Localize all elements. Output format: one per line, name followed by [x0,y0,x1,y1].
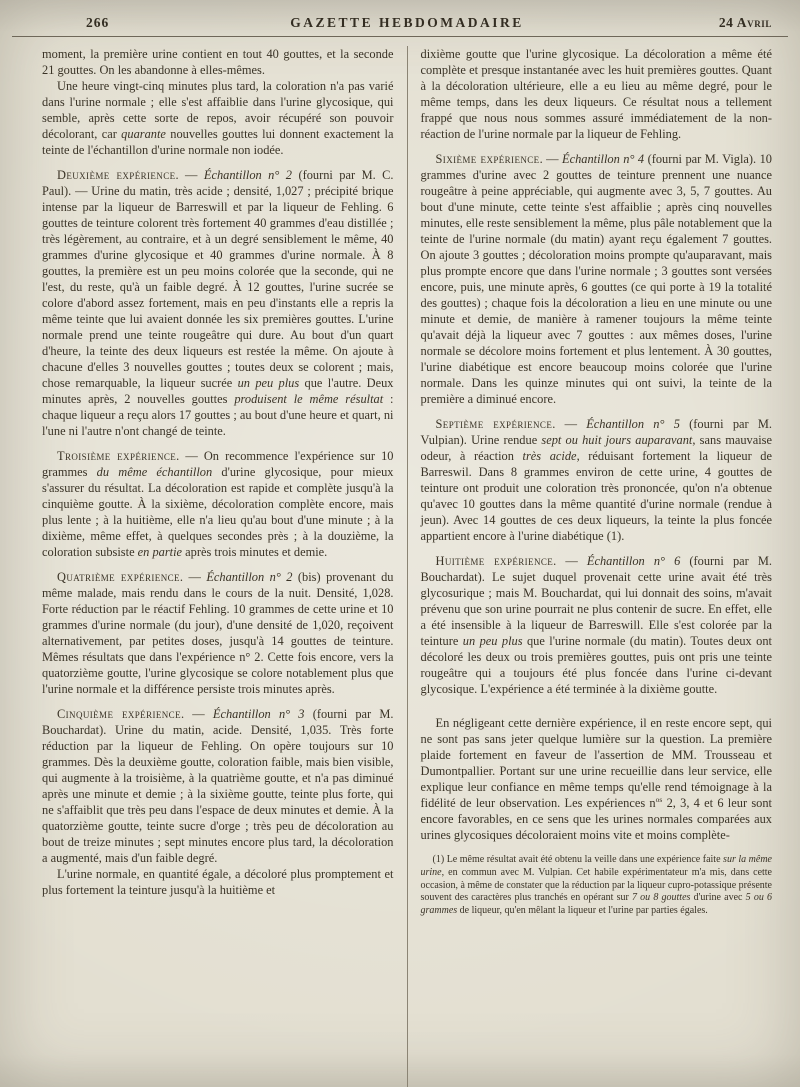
troisieme-experience-paragraph: Troisième expérience. — On recommence l'expérience sur 10 grammes du même échantillon d'urine glycosique, pour mieux s'assurer du résultat. La décoloration est rapide et complète jusqu'à la cinquième goutte. À la sixième, décoloration complète encore, mais plus lente ; à la huitième, elle n'a lieu qu'au bout d'une minute ; à la dixième, même effet, à quelques secondes près ; à la douzième, la coloration subsiste en partie après trois minutes et demie. [42,449,394,559]
conclusion-paragraph: En négligeant cette dernière expérience, il en reste encore sept, qui ne sont pas sans jeter quelque lumière sur la question. La première plaide fortement en faveur de l'assertion de MM. Trousseau et Dumontpallier. Portant sur une urine recueillie dans leur service, elle explique leur confiance en même temps qu'elle rend témoignage à la fidélité de leur observation. Les expériences $n^{os}$ 2, 3, 4 et 6 leur sont encore favorables, en ce sens que les urines normales comparées aux urines glycosiques décoloraient moins vite et moins complète- [420,716,772,842]
quatrieme-experience-paragraph: Quatrième expérience. — Échantillon n° 2 (bis) provenant du même malade, mais rendu dans le cours de la nuit. Densité, 1,028. Forte réduction par le réactif Fehling. 10 grammes de cette urine et 10 grammes d'urine normale (du jour), d'une densité de 1,020, reçoivent alternativement, par petites doses, jusqu'à 14 gouttes de teinture. Mêmes résultats que dans l'expérience n° 2. Cette fois encore, vers la quatorzième goutte, l'urine glycosique se colore notablement plus que l'urine normale et la différence persiste trois minutes après. [42,570,394,696]
huitieme-experience-paragraph: Huitième expérience. — Échantillon n° 6 (fourni par M. Bouchardat). Le sujet duquel provenait cette urine avait été très glycosurique ; mais M. Bouchardat, qui lui donnait des soins, m'avait prévenu que son urine pourrait ne plus contenir de sucre. En effet, elle a été insensible à la liqueur de Barreswill. Elle s'est colorée par la teinture un peu plus que l'urine normale (du matin). Toutes deux ont décoloré les deux ou trois premières gouttes, puis ont pris une teinte rougeâtre qui a toujours été plus foncée dans l'urine ci-devant glycosique. L'expérience a été terminée à la dixième goutte. [420,554,772,696]
article-body [0,37,800,1087]
journal-title: GAZETTE HEBDOMADAIRE [290,15,524,30]
continuation-paragraph: dixième goutte que l'urine glycosique. La décoloration a même été complète et presque instantanée avec les huit premières gouttes. Quant à la décoloration ultérieure, elle a eu lieu au même degré, pour le même temps, dans les deux liqueurs. Ce résultat nous a tellement frappé que nous nous sommes assuré immédiatement de la non-réaction de l'urine normale par la liqueur de Fehling. [420,47,772,141]
page-header [0,0,800,36]
septieme-experience-paragraph: Septième expérience. — Échantillon n° 5 (fourni par M. Vulpian). Urine rendue sept ou huit jours auparavant, sans mauvaise odeur, à réaction très acide, réduisant fortement la liqueur de Barreswil. Dans 8 grammes environ de cette urine, 4 gouttes de teinture ont produit une coloration très prononcée, qu'on n'a obtenue qu'avec 10 gouttes dans la même quantité d'urine normale (rendue à jeun). Avec 14 gouttes de ces deux liqueurs, la teinte la plus foncée appartient encore à l'urine diabétique (1). [420,417,772,543]
column-right [407,46,773,1087]
observation-paragraph: Une heure vingt-cinq minutes plus tard, la coloration n'a pas varié dans l'urine normale ; elle s'est affaiblie dans l'urine glycosique, qui semble, après cette sorte de repos, avoir récupéré son pouvoir décolorant, car quarante nouvelles gouttes lui donnent exactement la teinte de l'échantillon d'urine normale non iodée. [42,79,394,157]
page-number: 266 [86,15,110,30]
cinquieme-experience-paragraph: Cinquième expérience. — Échantillon n° 3 (fourni par M. Bouchardat). Urine du matin, acide. Densité, 1,035. Très forte réduction par la liqueur de Fehling. On opère toujours sur 10 grammes. Dès la deuxième goutte, coloration faible, mais bien visible, qui augmente à la troisième, à la quatrième goutte, et n'a pas diminué après une minute et demie ; à la sixième goutte, teinte plus forte, qui ne s'affaiblit que très peu dans l'espace de deux minutes et demie. À la quatorzième goutte, teinte sucre d'orge ; très peu de décoloration au bout de treize minutes ; sept minutes encore plus tard, la décoloration a augmenté, mais d'un faible degré. [42,707,394,865]
deuxieme-experience-paragraph: Deuxième expérience. — Échantillon n° 2 (fourni par M. C. Paul). — Urine du matin, très acide ; densité, 1,027 ; précipité brique intense par la liqueur de Barreswill et par la liqueur de Fehling. 6 gouttes de teinture colorent très fortement 40 grammes d'eau distillée ; très légèrement, au contraire, et à un degré sensiblement le même, 40 grammes d'urine glycosique et 40 grammes d'urine normale. À 8 gouttes, la première est un peu moins colorée que la seconde, qui ne l'est, du reste, qu'à un faible degré. À 12 gouttes, l'urine sucrée se colore d'abord assez fortement, mais en peu d'instants elle a repris la même teinte que lui avaient donnée les six premières gouttes. L'urine normale prend une teinte rougeâtre qui dure. Au bout d'un quart d'heure, la teinte des deux liqueurs est restée la même. On ajoute à chacune d'elles 3 nouvelles gouttes ; toutes deux se colorent ; mais, chose remarquable, la liqueur sucrée un peu plus que l'autre. Deux minutes après, 2 nouvelles gouttes produisent le même résultat : chaque liqueur a reçu alors 17 gouttes ; au bout d'une heure et quart, ni l'une ni l'autre n'ont changé de teinte. [42,168,394,438]
urine-normale-paragraph: L'urine normale, en quantité égale, a décoloré plus promptement et plus fortement la teinture jusqu'à la huitième et [42,867,394,897]
continuation-paragraph: moment, la première urine contient en tout 40 gouttes, et la seconde 21 gouttes. On les abandonne à elles-mêmes. [42,47,394,77]
footnote: (1) Le même résultat avait été obtenu la veille dans une expérience faite sur la même urine, en commun avec M. Vulpian. Cet habile expérimentateur m'a mis, dans cette occasion, à même de constater que la réduction par la liqueur cupro-potassique présente souvent des caractères plus tranchés en opérant sur 7 ou 8 gouttes d'urine avec 5 ou 6 grammes de liqueur, qu'en mêlant la liqueur et l'urine par parties égales. [420,854,773,917]
column-left [42,46,407,1087]
sixieme-experience-paragraph: Sixième expérience. — Échantillon n° 4 (fourni par M. Vigla). 10 grammes d'urine avec 2 gouttes de teinture prennent une nuance rougeâtre à peine appréciable, qui augmente avec 3, 5, 7 gouttes. Au bout d'une minute, cette teinte s'est affaiblie ; après cinq nouvelles minutes, elle reste sensiblement la même, plus pâle notablement que la teinte de l'urine normale (du matin) ayant reçu également 7 gouttes. On ajoute 3 gouttes ; décoloration moins prompte qu'auparavant, mais plus prompte encore que dans l'urine normale ; 3 gouttes sont versées encore, puis, une minute après, 6 gouttes (ce qui porte à 19 la totalité des gouttes) ; chaque fois la décoloration a lieu en une minute ou une minute et demie, de manière à ramener toujours la même teinte qu'avait déjà la liqueur avec 7 gouttes : aux mêmes doses, l'urine normale se décolore moins fortement et plus lentement. À 30 gouttes, l'urine diabétique est encore beaucoup moins colorée que l'urine normale. Dans les quinze minutes qui ont suivi, la teinte de la première a diminué encore. [420,152,772,406]
issue-date: 24 Avril [718,15,772,30]
